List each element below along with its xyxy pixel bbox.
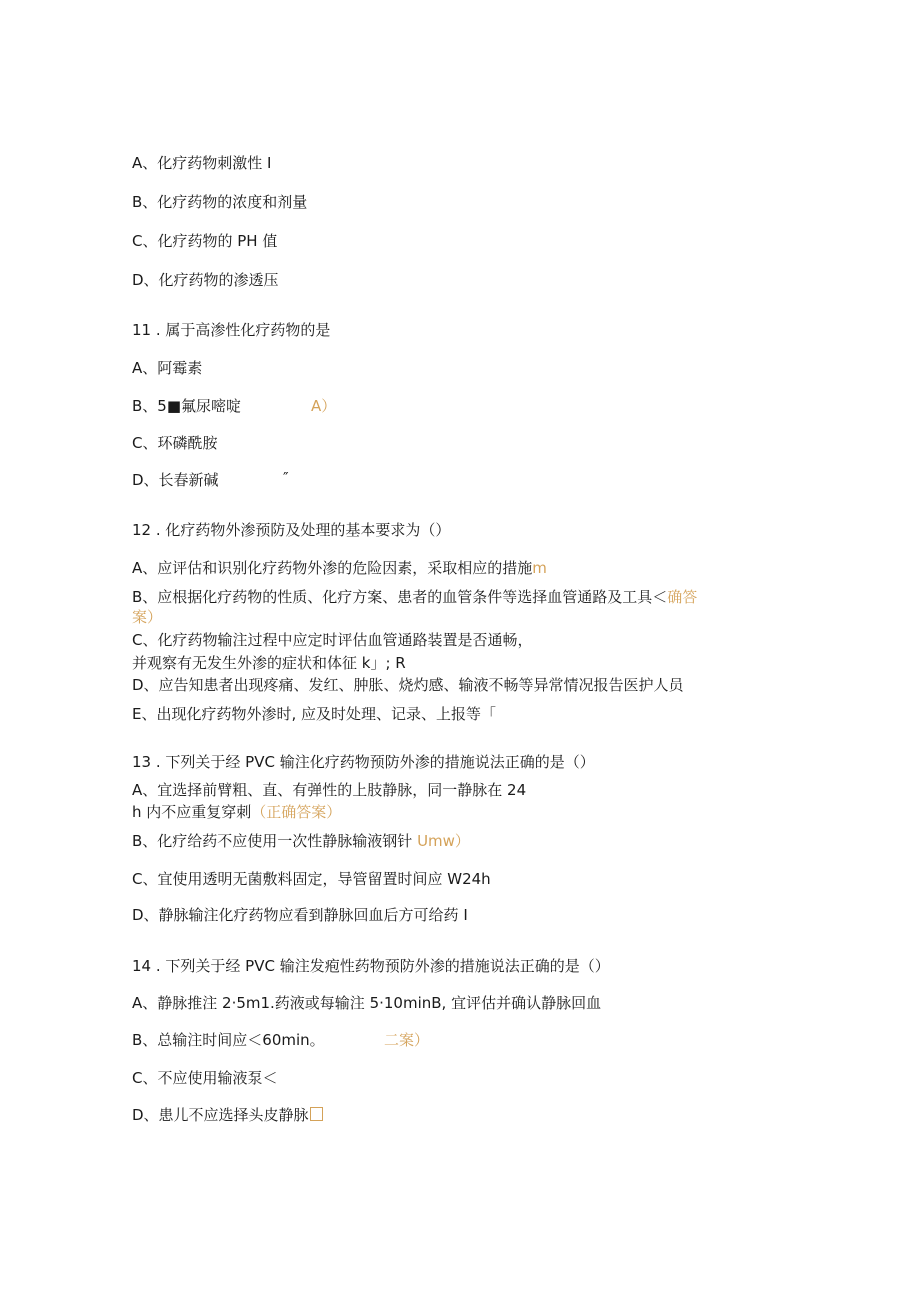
q13-option-a-line2: [132, 802, 341, 822]
answer-box-icon: [310, 1107, 323, 1121]
q10-option-c: C、化疗药物的 PH 值: [132, 232, 278, 250]
q13-option-a-answer: （正确答案）: [251, 803, 342, 821]
q12-option-a: [132, 558, 547, 578]
q13-stem: 13 . 下列关于经 PVC 输注化疗药物预防外渗的措施说法正确的是（）: [132, 753, 595, 771]
q13-option-b: [132, 831, 470, 851]
q10-option-d: D、化疗药物的渗透压: [132, 271, 279, 289]
q10-option-a: A、化疗药物刺激性 I: [132, 154, 272, 172]
q12-option-e: E、出现化疗药物外渗时, 应及时处理、记录、上报等「: [132, 705, 497, 723]
q11-stem: 11 . 属于高渗性化疗药物的是: [132, 321, 331, 339]
q13-option-b-text: B、化疗给药不应使用一次性静脉输液钢针: [132, 832, 413, 850]
q14-option-a: A、静脉推注 2·5m1.药液或每输注 5·10minB, 宜评估并确认静脉回血: [132, 994, 602, 1012]
q14-option-d-text: D、患儿不应选择头皮静脉: [132, 1106, 309, 1124]
q13-option-c: C、宜使用透明无菌敷料固定，导管留置时间应 W24h: [132, 870, 491, 888]
q12-option-b-answer-cont: 案）: [132, 608, 163, 626]
q13-option-d: D、静脉输注化疗药物应看到静脉回血后方可给药 I: [132, 906, 468, 924]
q12-option-a-answer: m: [532, 559, 547, 577]
q13-option-a-line1: A、宜选择前臂粗、直、有弹性的上肢静脉，同一静脉在 24: [132, 781, 527, 799]
q11-answer-mark: A）: [311, 397, 337, 415]
q11-option-b: B、5■氟尿嘧啶: [132, 397, 242, 415]
q12-option-d: D、应告知患者出现疼痛、发红、肿胀、烧灼感、输液不畅等异常情况报告医护人员: [132, 676, 684, 694]
q11-option-d: D、长春新碱: [132, 471, 219, 489]
q14-option-b: B、总输注时间应＜60min。: [132, 1031, 325, 1049]
q14-option-c: C、不应使用输液泵＜: [132, 1069, 278, 1087]
q14-stem: 14 . 下列关于经 PVC 输注发疱性药物预防外渗的措施说法正确的是（）: [132, 957, 610, 975]
q12-option-c-line2: 并观察有无发生外渗的症状和体征 k」; R: [132, 654, 406, 672]
q12-option-a-text: A、应评估和识别化疗药物外渗的危险因素，采取相应的措施: [132, 559, 533, 577]
q14-answer-mark: 二案）: [384, 1031, 430, 1049]
q11-option-c: C、环磷酰胺: [132, 434, 218, 452]
q12-option-b-answer: 确答: [667, 588, 698, 606]
q11-option-a: A、阿霉素: [132, 359, 203, 377]
q11-d-mark: ″: [283, 469, 289, 487]
q13-option-a-text: h 内不应重复穿刺: [132, 803, 252, 821]
q14-option-d: [132, 1105, 323, 1125]
q12-option-b: [132, 587, 697, 607]
q12-option-b-text: B、应根据化疗药物的性质、化疗方案、患者的血管条件等选择血管通路及工具＜: [132, 588, 668, 606]
q12-stem: 12 . 化疗药物外渗预防及处理的基本要求为（）: [132, 521, 451, 539]
q12-option-c-line1: C、化疗药物输注过程中应定时评估血管通路装置是否通畅，: [132, 631, 533, 649]
q10-option-b: B、化疗药物的浓度和剂量: [132, 193, 308, 211]
q13-option-b-answer: Umw）: [417, 832, 470, 850]
